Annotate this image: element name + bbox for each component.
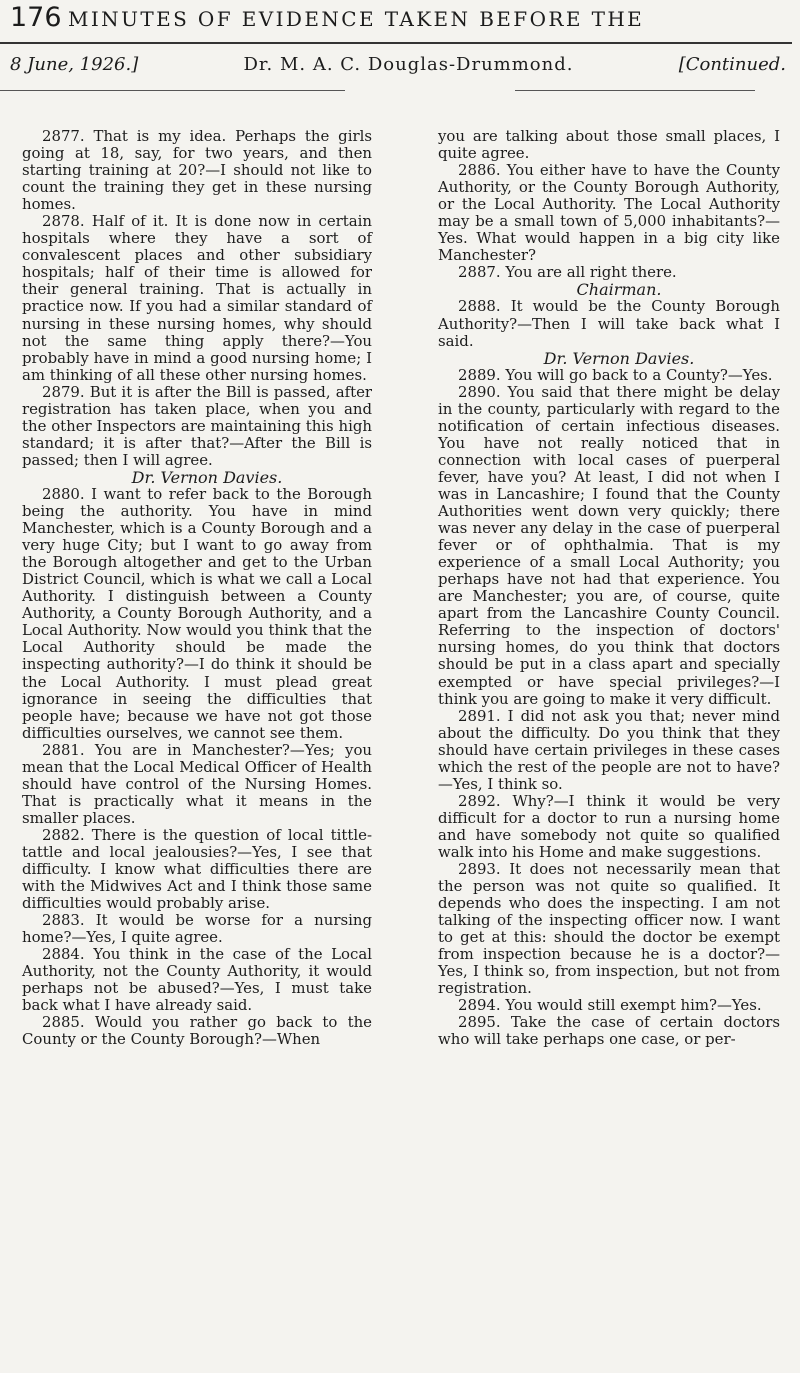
speaker-heading: Dr. Vernon Davies. bbox=[131, 467, 283, 487]
question-2895: 2895. Take the case of certain doctors who will take perhaps one case, or per- bbox=[438, 1013, 780, 1049]
header-rule bbox=[0, 42, 792, 44]
speaker-heading: Dr. Vernon Davies. bbox=[543, 348, 695, 368]
question-2894: 2894. You would still exempt him?—Yes. bbox=[458, 996, 762, 1015]
question-2881: 2881. You are in Manchester?—Yes; you mean that the Local Medical Officer of Health should have control of the Nursing Homes. That is practically what it means in the smaller places. bbox=[22, 740, 372, 827]
question-2879: 2879. But it is after the Bill is passed, after registration has taken place, when you and the other Inspectors are maintaining this high standard; it is after that?—After the Bill is passed; then I will agree. bbox=[22, 382, 372, 469]
question-2884: 2884. You think in the case of the Local Authority, not the County Authority, it would perhaps not be abused?—Yes, I must take back what I have already said. bbox=[22, 945, 372, 1015]
question-2887: 2887. You are all right there. bbox=[458, 263, 677, 282]
hearing-date: 8 June, 1926.] bbox=[10, 54, 139, 75]
subheader bbox=[10, 54, 786, 75]
continued-answer: you are talking about those small places, I quite agree. bbox=[438, 127, 780, 163]
question-2892: 2892. Why?—I think it would be very difficult for a doctor to run a nursing home and have somebody not quite so qualified walk into his Home and make suggestions. bbox=[438, 791, 780, 861]
witness-name: Dr. M. A. C. Douglas-Drummond. bbox=[243, 54, 574, 75]
question-2878: 2878. Half of it. It is done now in certain hospitals where they have a sort of convalescent places and other subsidiary hospitals; half of their time is allowed for their general training. That is actually in practice now. If you had a similar standard of nursing in these nursing homes, why should not the same thing apply there?—You probably have in mind a good nursing home; I am thinking of all these other nursing homes. bbox=[22, 212, 372, 384]
subheader-rule-left bbox=[0, 90, 345, 91]
question-2880: 2880. I want to refer back to the Borough being the authority. You have in mind Manchester, which is a County Borough and a very huge City; but I want to go away from the Borough altogether and get to the Urban District Council, which is what we call a Local Authority. I distinguish between a County Authority, a County Borough Authority, and a Local Authority. Now would you think that the Local Authority should be made the inspecting authority?—I do think it should be the Local Authority. I must plead great ignorance in seeing the difficulties that people have; because we have not got those difficulties ourselves, we cannot see them. bbox=[22, 484, 372, 742]
question-2890: 2890. You said that there might be delay in the county, particularly with regard to the notification of certain infectious diseases. You have not really noticed that in connection with local cases of puerperal fever, have you? At least, I did not when I was in Lancashire; I found that the County Authorities went down very quickly; there was never any delay in the case of puerperal fever or of ophthalmia. That is my experience of a small Local Authority; you perhaps have not had that experience. You are Manchester; you are, of course, quite apart from the Lancashire County Council. Referring to the inspection of doctors' nursing homes, do you think that doctors should be put in a class apart and specially exempted or have special privileges?—I think you are going to make it very difficult. bbox=[438, 382, 780, 708]
question-2888: 2888. It would be the County Borough Authority?—Then I will take back what I said. bbox=[438, 297, 780, 350]
question-2893: 2893. It does not necessarily mean that the person was not quite so qualified. It depends who does the inspecting. I am not talking of the inspecting officer now. I want to get at this: should the doctor be exempt from inspection because he is a doctor?—Yes, I think so, from inspection, but not from registration. bbox=[438, 860, 780, 998]
page-number: 176 bbox=[10, 2, 62, 33]
question-2882: 2882. There is the question of local tittle-tattle and local jealousies?—Yes, I see that difficulty. I know what difficulties there are with the Midwives Act and I think those same difficulties would probably arise. bbox=[22, 825, 372, 913]
left-column bbox=[22, 128, 372, 1049]
question-2889: 2889. You will go back to a County?—Yes. bbox=[458, 365, 773, 384]
question-2886: 2886. You either have to have the County Authority, or the County Borough Authority, or the Local Authority. The Local Authority may be a small town of 5,000 inhabitants?—Yes. What would happen in a big city like Manchester? bbox=[438, 161, 780, 265]
speaker-heading: Chairman. bbox=[576, 280, 662, 300]
continued-label: [Continued. bbox=[678, 54, 786, 75]
question-2883: 2883. It would be worse for a nursing home?—Yes, I quite agree. bbox=[22, 911, 372, 947]
right-column bbox=[438, 128, 780, 1049]
question-2891: 2891. I did not ask you that; never mind about the difficulty. Do you think that they should have certain privileges in these cases which the rest of the people are not to have?—Yes, I think so. bbox=[438, 706, 780, 793]
running-title: MINUTES OF EVIDENCE TAKEN BEFORE THE bbox=[68, 7, 645, 31]
question-2885: 2885. Would you rather go back to the County or the County Borough?—When bbox=[22, 1013, 372, 1049]
question-2877: 2877. That is my idea. Perhaps the girls going at 18, say, for two years, and then starting training at 20?—I should not like to count the training they get in these nursing homes. bbox=[22, 127, 372, 214]
subheader-rule-right bbox=[515, 90, 755, 91]
